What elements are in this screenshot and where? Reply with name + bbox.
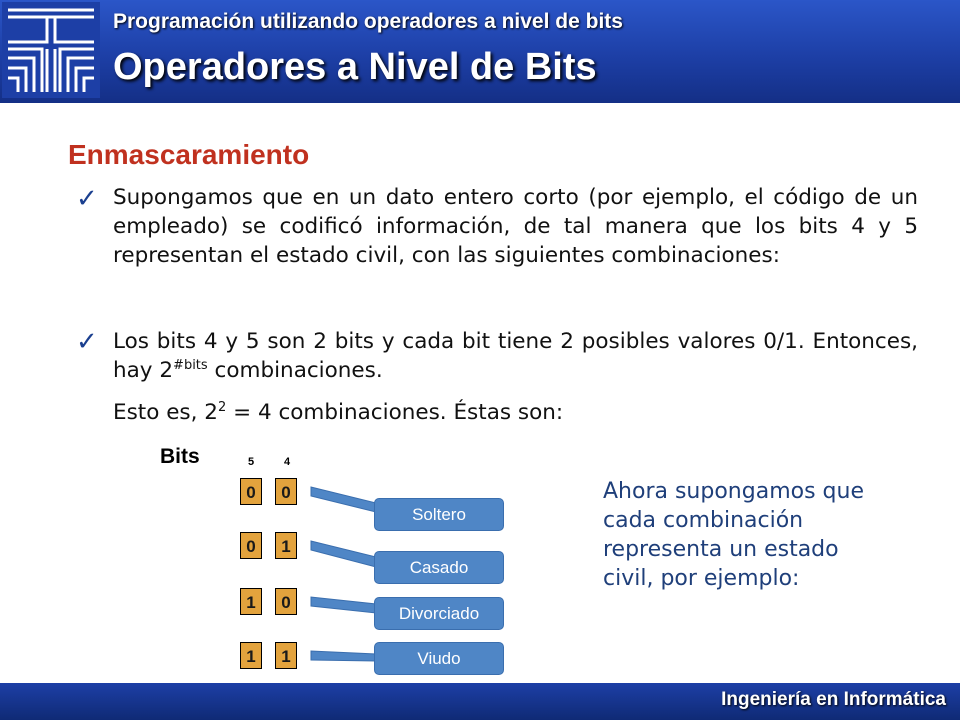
status-tag-divorciado: Divorciado bbox=[374, 597, 504, 630]
status-tag-viudo: Viudo bbox=[374, 642, 504, 675]
bits-superscript: #bits bbox=[173, 357, 208, 373]
callout-connector bbox=[311, 487, 376, 512]
bit-position-4: 4 bbox=[284, 456, 291, 468]
header-subtitle: Programación utilizando operadores a nivel de bits bbox=[113, 10, 623, 33]
bit-cell: 0 bbox=[275, 478, 297, 505]
bits-label: Bits bbox=[160, 445, 200, 468]
checkmark-icon: ✓ bbox=[76, 326, 98, 356]
bit-cell: 1 bbox=[275, 642, 297, 669]
example-after: = 4 combinaciones. Éstas son: bbox=[226, 400, 564, 425]
status-tag-soltero: Soltero bbox=[374, 498, 504, 531]
example-before: Esto es, 2 bbox=[113, 400, 218, 425]
section-title: Enmascaramiento bbox=[68, 139, 310, 170]
header-title: Operadores a Nivel de Bits bbox=[113, 46, 597, 88]
bullet-2-text-after: combinaciones. bbox=[207, 358, 383, 383]
bit-cell: 1 bbox=[240, 642, 262, 669]
callout-connector bbox=[311, 651, 376, 661]
checkmark-icon: ✓ bbox=[76, 183, 98, 213]
bit-cell: 0 bbox=[275, 588, 297, 615]
footer-bar bbox=[0, 683, 960, 720]
side-explanation: Ahora supongamos que cada combinación representa un estado civil, por ejemplo: bbox=[603, 479, 864, 591]
bullet-1-text: Supongamos que en un dato entero corto (por ejemplo, el código de un empleado) se codificó información, de tal manera que los bits 4 y 5 representan el estado civil, con las siguientes combinaciones: bbox=[113, 185, 918, 268]
callout-connector bbox=[311, 597, 376, 613]
bit-cell: 1 bbox=[240, 588, 262, 615]
bit-cell: 1 bbox=[275, 532, 297, 559]
callout-connector bbox=[311, 541, 376, 567]
bullet-2-text-before: Los bits 4 y 5 son 2 bits y cada bit tiene 2 posibles valores 0/1. Entonces, hay 2 bbox=[113, 329, 918, 383]
bit-position-5: 5 bbox=[248, 456, 255, 468]
footer-text: Ingeniería en Informática bbox=[721, 689, 946, 710]
bit-cell: 0 bbox=[240, 532, 262, 559]
exponent-superscript: 2 bbox=[217, 399, 227, 415]
status-tag-casado: Casado bbox=[374, 551, 504, 584]
bit-cell: 0 bbox=[240, 478, 262, 505]
